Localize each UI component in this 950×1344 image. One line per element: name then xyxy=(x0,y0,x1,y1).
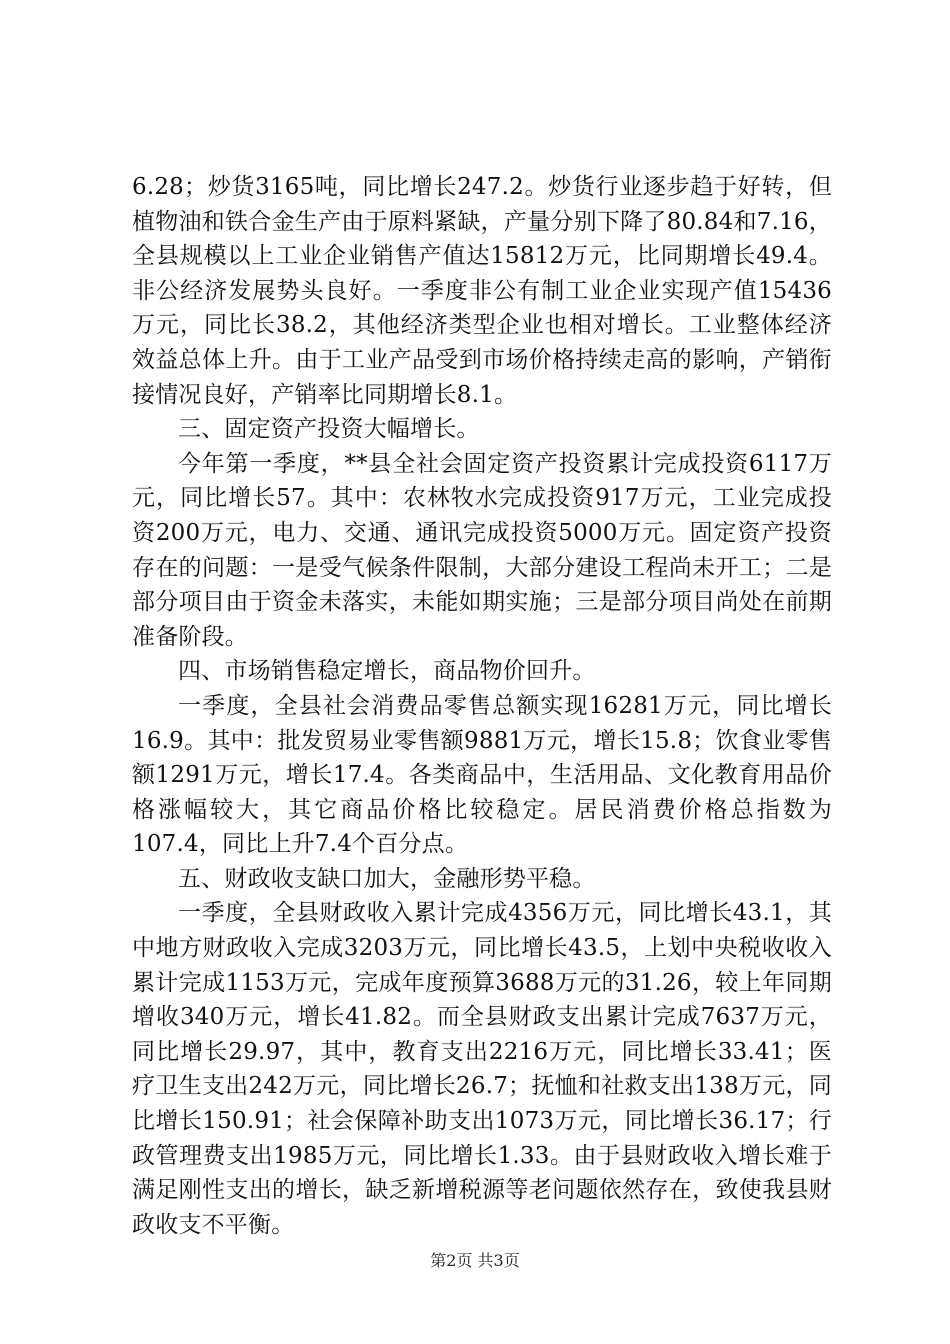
paragraph-fixed-asset-investment: 今年第一季度，**县全社会固定资产投资累计完成投资6117万元，同比增长57。其中：农林牧水完成投资917万元，工业完成投资200万元，电力、交通、通讯完成投资5000万元。固定资产投资存在的问题：一是受气候条件限制，大部分建设工程尚未开工；二是部分项目由于资金未落实，未能如期实施；三是部分项目尚处在前期准备阶段。 xyxy=(132,450,832,650)
section-heading-fiscal: 五、财政收支缺口加大，金融形势平稳。 xyxy=(178,865,596,892)
document-body xyxy=(132,170,832,1242)
section-heading-market-sales: 四、市场销售稳定增长，商品物价回升。 xyxy=(178,658,596,685)
paragraph-market-sales: 一季度，全县社会消费品零售总额实现16281万元，同比增长16.9。其中：批发贸易业零售额9881万元，增长15.8；饮食业零售额1291万元，增长17.4。各类商品中，生活用品、文化教育用品价格涨幅较大，其它商品价格比较稳定。居民消费价格总指数为107.4，同比上升7.4个百分点。 xyxy=(132,692,832,858)
paragraph-continuation: 6.28；炒货3165吨，同比增长247.2。炒货行业逐步趋于好转，但植物油和铁合金生产由于原料紧缺，产量分别下降了80.84和7.16，全县规模以上工业企业销售产值达15812万元，比同期增长49.4。非公经济发展势头良好。一季度非公有制工业企业实现产值15436万元，同比长38.2，其他经济类型企业也相对增长。工业整体经济效益总体上升。由于工业产品受到市场价格持续走高的影响，产销衔接情况良好，产销率比同期增长8.1。 xyxy=(132,174,832,408)
page-footer: 第2页 共3页 xyxy=(430,1251,520,1270)
section-heading-fixed-asset-investment: 三、固定资产投资大幅增长。 xyxy=(178,416,480,443)
paragraph-fiscal: 一季度，全县财政收入累计完成4356万元，同比增长43.1，其中地方财政收入完成3203万元，同比增长43.5，上划中央税收收入累计完成1153万元，完成年度预算3688万元的31.26，较上年同期增收340万元，增长41.82。而全县财政支出累计完成7637万元，同比增长29.97，其中，教育支出2216万元，同比增长33.41；医疗卫生支出242万元，同比增长26.7；抚恤和社救支出138万元，同比增长150.91；社会保障补助支出1073万元，同比增长36.17；行政管理费支出1985万元，同比增长1.33。由于县财政收入增长难于满足刚性支出的增长，缺乏新增税源等老问题依然存在，致使我县财政收支不平衡。 xyxy=(132,900,832,1238)
